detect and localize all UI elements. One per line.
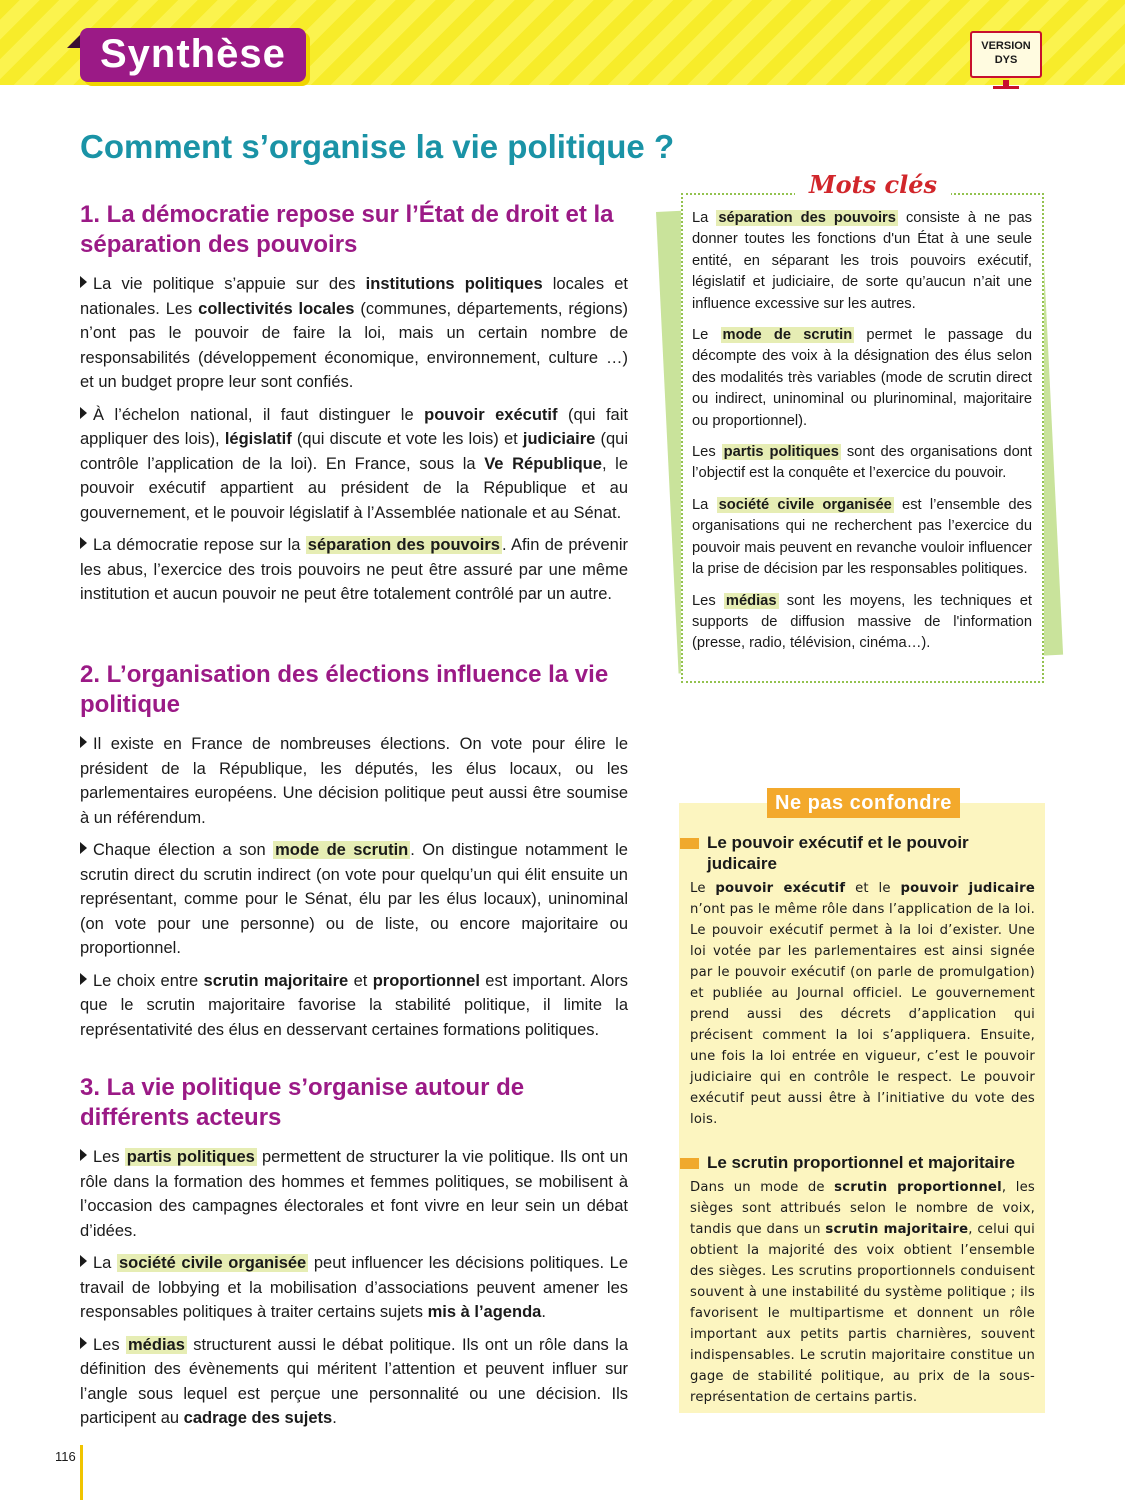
page-rule — [80, 1445, 83, 1500]
bullet-icon — [80, 973, 87, 985]
npc-item-1-text: Le pouvoir exécutif et le pouvoir judicaire n’ont pas le même rôle dans l’application de la loi. Le pouvoir exécutif permet à la loi d’exister. Une loi votée par les parlementaires est ainsi signée par le pouvoir exécutif (on parle de promulgation) et publiée au Journal officiel. Le gouvernement prend aussi des décrets d’application qui précisent comment la loi s’appliquera. Ensuite, une fois la loi entrée en vigueur, c’est le pouvoir judiciaire qui en contrôle le respect. Le pouvoir exécutif peut aussi être à l’initiative du vote des lois. — [690, 881, 1035, 1127]
monitor-icon-base — [993, 86, 1019, 89]
mots-cles-entry: Le mode de scrutin permet le passage du décompte des voix à la désignation des élus selon des modalités très variables (mode de scrutin direct ou indirect, uninominal ou plurinominal, majoritaire ou proportionnel). — [692, 327, 1032, 429]
npc-item-2-heading: Le scrutin proportionnel et majoritaire — [690, 1152, 1035, 1173]
section-3-paragraph-2: La société civile organisée peut influencer les décisions politiques. Le travail de lobbying et la mobilisation d’associations peuvent amener les responsables politiques à traiter certains sujets mis à l’agenda. — [80, 1254, 629, 1321]
dys-line1: VERSION — [981, 40, 1031, 52]
section-1 — [80, 200, 628, 607]
section-2-paragraph-3: Le choix entre scrutin majoritaire et proportionnel est important. Alors que le scrutin majoritaire favorise la stabilité politique, il limite la représentativité des élus en desservant certaines formations politiques. — [80, 971, 629, 1039]
section-2 — [80, 660, 628, 1042]
bullet-icon — [80, 1337, 87, 1349]
section-3-paragraph-1: Les partis politiques permettent de structurer la vie politique. Ils ont un rôle dans la formation des hommes et femmes politiques, se mobilisent à l’occasion des campagnes électorales et font vivre en leur sein un débat d’idées. — [80, 1148, 629, 1240]
orange-square-icon — [680, 838, 699, 849]
section-3-heading: 3. La vie politique s’organise autour de différents acteurs — [80, 1074, 525, 1131]
mots-cles-title: Mots clés — [795, 170, 951, 199]
section-2-heading: 2. L’organisation des élections influence la vie politique — [80, 661, 609, 718]
section-1-heading: 1. La démocratie repose sur l’État de droit et la séparation des pouvoirs — [80, 201, 614, 258]
orange-square-icon — [680, 1158, 699, 1169]
ne-pas-confondre-title: Ne pas confondre — [767, 788, 960, 818]
bullet-icon — [80, 1255, 87, 1267]
section-3 — [80, 1073, 628, 1431]
version-dys-button[interactable] — [970, 31, 1042, 78]
tab-corner — [67, 34, 81, 48]
mots-cles-entry: La séparation des pouvoirs consiste à ne pas donner toutes les fonctions d'un État à une seule entité, en séparant les trois pouvoirs exécutif, législatif et judiciaire, de sorte qu’aucun n’ait une influence excessive sur les autres. — [692, 210, 1033, 312]
section-1-paragraph-1: La vie politique s’appuie sur des institutions politiques locales et nationales. Les collectivités locales (communes, départements, régions) n’ont pas le pouvoir de faire la loi, mais un certain nombre de responsabilités (développement économique, environnement, culture …) et un budget propre leur sont confiés. — [80, 275, 629, 391]
bullet-icon — [80, 842, 87, 854]
mots-cles-entry: Les partis politiques sont des organisations dont l’objectif est la conquête et l’exercice du pouvoir. — [692, 444, 1032, 482]
section-3-paragraph-3: Les médias structurent aussi le débat politique. Ils ont un rôle dans la définition des évènements qui méritent l’attention et peuvent influer sur l’angle sous lequel est perçue une personnalité ou une décision. Ils participent au cadrage des sujets. — [80, 1335, 628, 1427]
section-label: Synthèse — [100, 32, 286, 76]
section-2-paragraph-2: Chaque élection a son mode de scrutin . On distingue notamment le scrutin direct du scrutin indirect (on vote pour quelqu’un qui élit ensuite un représentant, comme pour le Sénat, élu par les élus locaux), uninominal (on vote pour une personne) ou de liste, ou encore majoritaire ou proportionnel. — [80, 841, 628, 957]
npc-item-2-text: Dans un mode de scrutin proportionnel, les sièges sont attribués selon le nombre de voix, tandis que dans un scrutin majoritaire, celui qui obtient la majorité des voix obtient l’ensemble des sièges. Les scrutins proportionnels conduisent souvent à une instabilité du système politique ; ils favorisent le multipartisme et donnent un rôle important aux petits partis charnières, souvent indispensables. Le scrutin majoritaire constitue un gage de stabilité politique, au prix de la sous-représentation de certains partis. — [690, 1180, 1036, 1405]
mots-cles-entry: La société civile organisée est l’ensemble des organisations qui ne recherchent pas l’exercice du pouvoir mais peuvent en revanche vouloir influencer la prise de décision par les responsables politiques. — [692, 496, 1032, 578]
npc-item-1-heading: Le pouvoir exécutif et le pouvoir judicaire — [690, 832, 1035, 874]
bullet-icon — [80, 736, 87, 748]
page-title: Comment s’organise la vie politique ? — [80, 128, 675, 165]
bullet-icon — [80, 1149, 87, 1161]
bullet-icon — [80, 537, 87, 549]
section-2-paragraph-1: Il existe en France de nombreuses élections. On vote pour élire le président de la République, les députés, les élus locaux, ou les parlementaires européens. Une décision politique peut aussi être soumise à un référendum. — [80, 735, 628, 827]
dys-line2: DYS — [994, 54, 1018, 66]
mots-cles-list — [692, 208, 1032, 665]
bullet-icon — [80, 407, 87, 419]
bullet-icon — [80, 276, 87, 288]
ne-pas-confondre-content — [690, 832, 1035, 1430]
section-1-paragraph-3: La démocratie repose sur la séparation des pouvoirs . Afin de prévenir les abus, l’exercice des trois pouvoirs ne peut être assuré par une même institution et aucun pouvoir ne peut être totalement contrôlé par un autre. — [80, 536, 628, 603]
section-1-paragraph-2: À l’échelon national, il faut distinguer le pouvoir exécutif (qui fait appliquer des lois), législatif (qui discute et vote les lois) et judiciaire (qui contrôle l’application de la loi). En France, sous la Ve République, le pouvoir exécutif appartient au président de la République et au gouvernement, et le pouvoir législatif à l’Assemblée nationale et au Sénat. — [80, 405, 628, 522]
mots-cles-entry: Les médias sont les moyens, les techniques et supports de diffusion massive de l'information (presse, radio, télévision, cinéma…). — [692, 592, 1032, 652]
page-number: 116 — [55, 1449, 76, 1464]
